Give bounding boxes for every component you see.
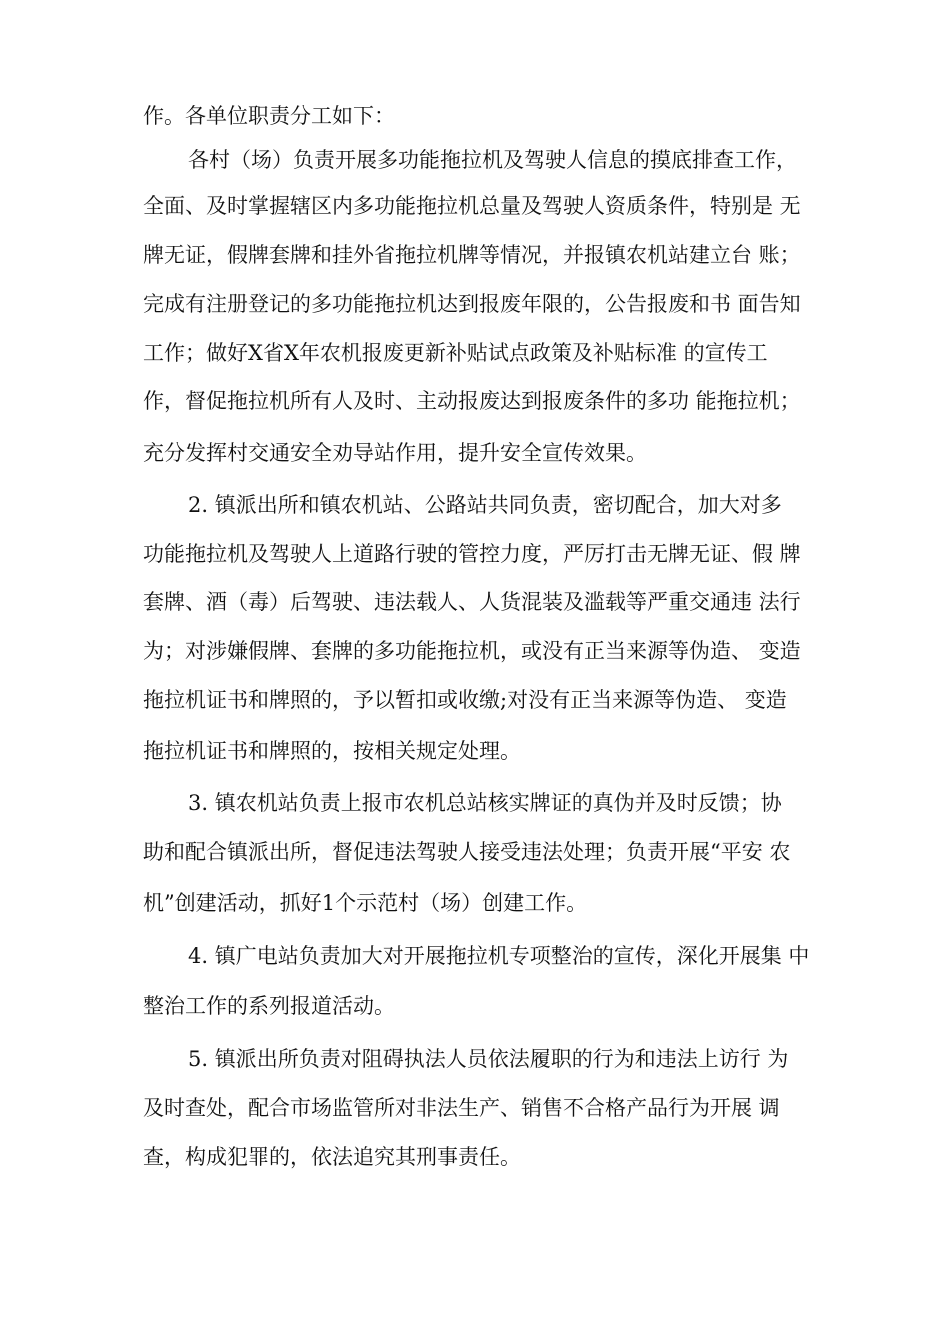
text-line: 作，督促拖拉机所有人及时、主动报废达到报废条件的多功 能拖拉机； [143,389,801,413]
text-line: 4. 镇广电站负责加大对开展拖拉机专项整治的宣传，深化开展集 中 [188,944,810,968]
text-line: 查，构成犯罪的，依法追究其刑事责任。 [143,1145,521,1169]
text-line: 充分发挥村交通安全劝导站作用，提升安全宣传效果。 [143,441,647,465]
text-line: 整治工作的系列报道活动。 [143,994,395,1018]
text-line: 5. 镇派出所负责对阻碍执法人员依法履职的行为和违法上访行 为 [188,1047,789,1071]
text-line: 全面、及时掌握辖区内多功能拖拉机总量及驾驶人资质条件，特别是 无 [143,194,801,218]
text-line: 机”创建活动，抓好1个示范村（场）创建工作。 [143,891,588,915]
text-line: 套牌、酒（毒）后驾驶、违法载人、人货混装及滥载等严重交通违 法行 [143,590,801,614]
text-line: 工作；做好X省X年农机报废更新补贴试点政策及补贴标准 的宣传工 [143,341,768,365]
text-line: 拖拉机证书和牌照的，予以暂扣或收缴;对没有正当来源等伪造、 变造 [143,688,787,712]
text-line: 牌无证，假牌套牌和挂外省拖拉机牌等情况，并报镇农机站建立台 账； [143,243,801,267]
text-line: 及时查处，配合市场监管所对非法生产、销售不合格产品行为开展 调 [143,1096,780,1120]
text-line: 功能拖拉机及驾驶人上道路行驶的管控力度，严厉打击无牌无证、假 牌 [143,542,801,566]
text-line: 2. 镇派出所和镇农机站、公路站共同负责，密切配合，加大对多 [188,493,782,517]
text-line: 拖拉机证书和牌照的，按相关规定处理。 [143,739,521,763]
text-line: 3. 镇农机站负责上报市农机总站核实牌证的真伪并及时反馈；协 [188,791,782,815]
text-line: 为；对涉嫌假牌、套牌的多功能拖拉机，或没有正当来源等伪造、 变造 [143,639,801,663]
text-line: 各村（场）负责开展多功能拖拉机及驾驶人信息的摸底排查工作， [188,148,797,172]
text-line: 作。各单位职责分工如下： [143,104,395,128]
text-line: 助和配合镇派出所，督促违法驾驶人接受违法处理；负责开展“平安 农 [143,840,791,864]
text-line: 完成有注册登记的多功能拖拉机达到报废年限的，公告报废和书 面告知 [143,292,801,316]
